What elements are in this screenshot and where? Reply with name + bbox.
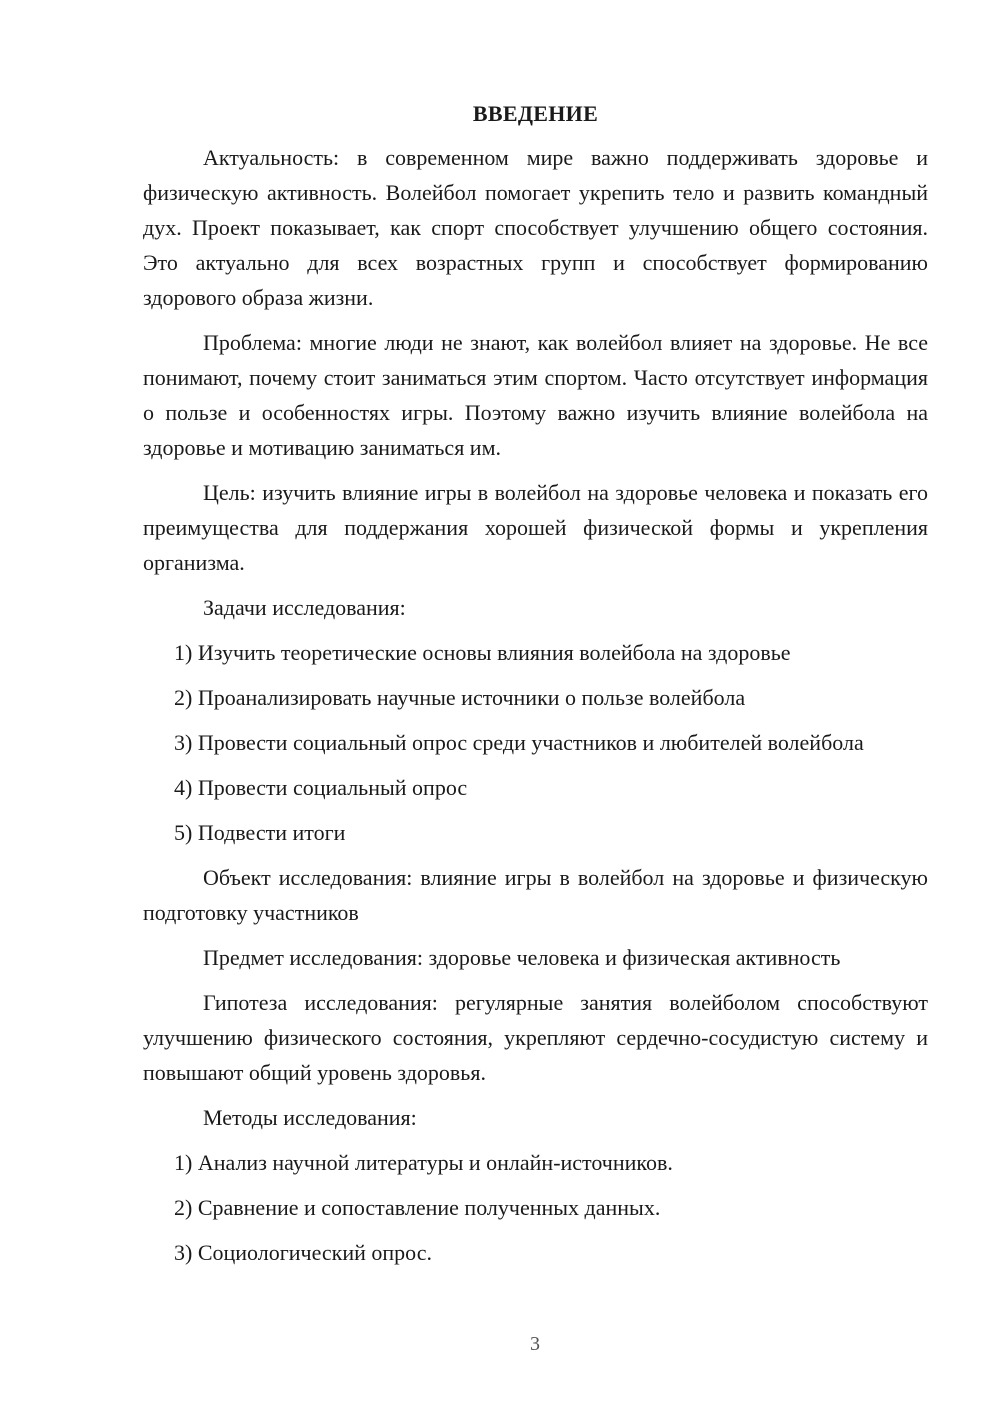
problem-paragraph: Проблема: многие люди не знают, как волейбол влияет на здоровье. Не все понимают, почему стоит заниматься этим спортом. Часто отсутствует информация о пользе и особенностях игры. Поэтому важно изучить влияние волейбола на здоровье и мотивацию заниматься им. bbox=[143, 330, 928, 460]
task-item-2: 2) Проанализировать научные источники о пользе волейбола bbox=[174, 685, 746, 710]
tasks-heading: Задачи исследования: bbox=[203, 595, 406, 620]
relevance-paragraph: Актуальность: в современном мире важно поддерживать здоровье и физическую активность. Волейбол помогает укрепить тело и развить командный дух. Проект показывает, как спорт способствует улучшению общего состояния. Это актуально для всех возрастных групп и способствует формированию здорового образа жизни. bbox=[143, 145, 928, 310]
task-item-4: 4) Провести социальный опрос bbox=[174, 775, 468, 800]
goal-paragraph: Цель: изучить влияние игры в волейбол на здоровье человека и показать его преимущества для поддержания хорошей физической формы и укрепления организма. bbox=[143, 480, 928, 575]
method-item-3: 3) Социологический опрос. bbox=[174, 1240, 432, 1265]
method-item-2: 2) Сравнение и сопоставление полученных данных. bbox=[174, 1195, 661, 1220]
task-item-5: 5) Подвести итоги bbox=[174, 820, 346, 845]
task-item-3: 3) Провести социальный опрос среди участников и любителей волейбола bbox=[174, 730, 864, 755]
document-page bbox=[143, 96, 928, 1280]
subject-paragraph: Предмет исследования: здоровье человека и физическая активность bbox=[203, 945, 841, 970]
methods-heading: Методы исследования: bbox=[203, 1105, 417, 1130]
document-title: ВВЕДЕНИЕ bbox=[472, 101, 599, 126]
page-number: 3 bbox=[530, 1333, 540, 1355]
method-item-1: 1) Анализ научной литературы и онлайн-источников. bbox=[174, 1150, 673, 1175]
hypothesis-paragraph: Гипотеза исследования: регулярные занятия волейболом способствуют улучшению физического состояния, укрепляют сердечно-сосудистую систему и повышают общий уровень здоровья. bbox=[143, 990, 928, 1085]
object-paragraph: Объект исследования: влияние игры в волейбол на здоровье и физическую подготовку участников bbox=[143, 865, 928, 925]
task-item-1: 1) Изучить теоретические основы влияния волейбола на здоровье bbox=[174, 640, 791, 665]
